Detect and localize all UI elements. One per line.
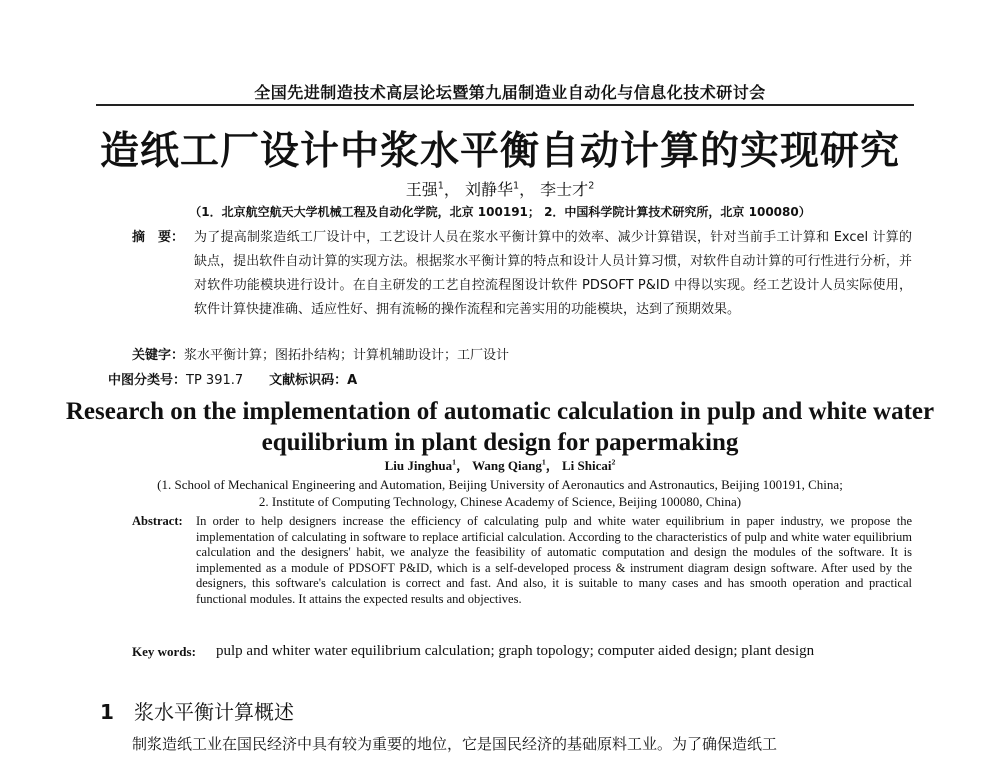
author-name: Wang Qiang: [472, 458, 542, 473]
author-affil-mark: 2: [611, 457, 616, 467]
affiliation-line-2: 2. Institute of Computing Technology, Chinese Academy of Science, Beijing 100080, China): [258, 494, 742, 509]
chinese-keywords: [132, 346, 912, 366]
classification-line: [108, 371, 908, 391]
author-affil-mark: 1: [437, 180, 444, 192]
author-name: 王强: [405, 180, 438, 199]
clc-label: 中图分类号：: [108, 373, 187, 388]
doc-code-label: 文献标识码：: [269, 373, 348, 388]
author-separator: ，: [545, 458, 559, 473]
doc-code-value: A: [347, 373, 358, 388]
section-title: 浆水平衡计算概述: [134, 700, 294, 724]
keywords-label: 关键字：: [132, 348, 185, 363]
author-separator: ，: [519, 180, 536, 199]
abstract-label: 摘 要：: [132, 230, 185, 245]
author-name: 刘静华: [464, 180, 513, 199]
keywords-text: pulp and whiter water equilibrium calculation; graph topology; computer aided design; plant design: [216, 643, 815, 659]
chinese-authors: [0, 177, 1000, 200]
clc-value: TP 391.7: [186, 373, 244, 388]
english-title: Research on the implementation of automatic calculation in pulp and white water equilibrium in plant design for papermaking: [65, 398, 935, 456]
body-paragraph: 制浆造纸工业在国民经济中具有较为重要的地位，它是国民经济的基础原料工业。为了确保造纸工: [132, 735, 778, 753]
header-rule: [96, 104, 914, 106]
section-heading: [100, 696, 294, 725]
chinese-abstract: [132, 226, 912, 322]
author-affil-mark: 1: [512, 180, 520, 192]
author-name: 李士才: [540, 180, 589, 199]
author-separator: ，: [443, 180, 460, 199]
affiliation-line-1: (1. School of Mechanical Engineering and Automation, Beijing University of Aeronautics and Astronautics, Beijing 100191, China;: [157, 477, 843, 492]
section-number: 1: [100, 700, 114, 724]
keywords-label: Key words:: [132, 644, 196, 659]
keywords-text: 浆水平衡计算；图拓扑结构；计算机辅助设计；工厂设计: [184, 348, 510, 363]
abstract-text: 为了提高制浆造纸工厂设计中，工艺设计人员在浆水平衡计算中的效率、减少计算错误，针对当前手工计算和 Excel 计算的缺点，提出软件自动计算的实现方法。根据浆水平衡计算的特点和设计人员计算习惯，对软件自动计算的可行性进行分析，并对软件功能模块进行设计。在自主研发的工艺自控流程图设计软件 PDSOFT P&ID 中得以实现。经工艺设计人员实际使用，软件计算快捷准确、适应性好、拥有流畅的操作流程和完善实用的功能模块，达到了预期效果。: [194, 230, 912, 317]
author-affil-mark: 2: [588, 180, 595, 192]
running-header: 全国先进制造技术高层论坛暨第九届制造业自动化与信息化技术研讨会: [254, 83, 766, 102]
chinese-affiliation: （1．北京航空航天大学机械工程及自动化学院，北京 100191； 2．中国科学院计算技术研究所，北京 100080）: [189, 205, 811, 219]
author-name: Liu Jinghua: [384, 458, 453, 473]
chinese-title: 造纸工厂设计中浆水平衡自动计算的实现研究: [99, 129, 900, 174]
english-keywords: [132, 642, 912, 661]
author-name: Li Shicai: [562, 458, 612, 473]
english-abstract: [132, 514, 912, 607]
abstract-label: Abstract:: [132, 514, 183, 528]
author-affil-mark: 1: [541, 457, 546, 467]
author-affil-mark: 1: [452, 457, 457, 467]
abstract-text: In order to help designers increase the efficiency of calculating pulp and white water equilibrium in paper industry, we propose the implementation of calculating in software to replace artificial calculation. According to the characteristics of pulp and white water equilibrium calculation and the designers' habit, we analyze the feasibility of automatic computation and design the modules of the software. It is implemented as a module of PDSOFT P&ID, which is a self-developed process & instrument diagram design software. After used by the designers, this software's calculation is correct and fast. And also, it is suitable to many cases and has smooth operation and practical functional modules. It attains the expected results and objectives.: [196, 514, 912, 606]
english-authors: [0, 455, 1000, 474]
author-separator: ，: [456, 458, 470, 473]
english-affiliation: [70, 476, 930, 510]
